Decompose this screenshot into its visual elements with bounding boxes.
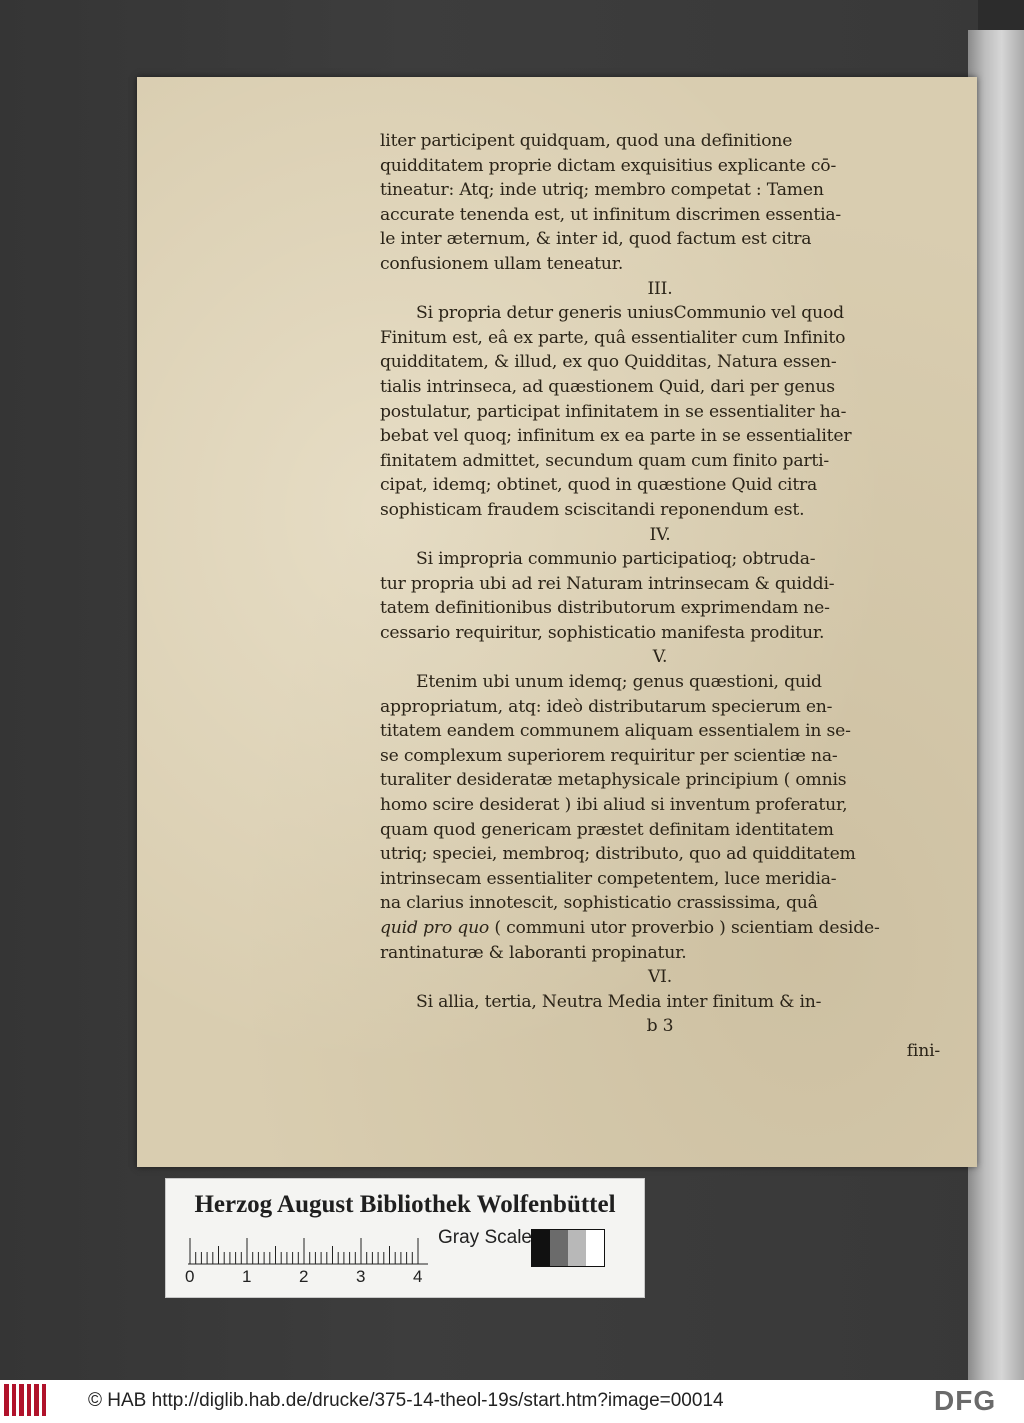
ruler-number: 0 <box>185 1267 195 1286</box>
text-line: Finitum est, eâ ex parte, quâ essentialiter cum Infinito <box>380 327 846 348</box>
section-heading: VI. <box>647 967 673 988</box>
text-line <box>380 916 940 941</box>
text-line: se complexum superiorem requiritur per scientiæ na- <box>380 745 838 766</box>
catchword: fini- <box>906 1040 940 1061</box>
text-line: tialis intrinseca, ad quæstionem Quid, dari per genus <box>380 376 835 397</box>
credit-link[interactable]: © HAB http://diglib.hab.de/drucke/375-14-theol-19s/start.htm?image=00014 <box>88 1390 724 1411</box>
section-heading: V. <box>652 647 668 668</box>
gray-scale-swatches <box>531 1229 605 1267</box>
ruler-scale <box>188 1235 428 1265</box>
text-line: finitatem admittet, secundum quam cum finito parti- <box>380 450 830 471</box>
text-line: appropriatum, atq: ideò distributarum specierum en- <box>380 696 833 717</box>
ruler-number: 4 <box>413 1267 423 1286</box>
text-line: bebat vel quoq; infinitum ex ea parte in se essentialiter <box>380 426 852 447</box>
text-line: turaliter desideratæ metaphysicale principium ( omnis <box>380 770 847 791</box>
text-line: tur propria ubi ad rei Naturam intrinsecam & quiddi- <box>380 573 835 594</box>
text-line: sophisticam fraudem sciscitandi reponendum est. <box>380 499 805 520</box>
gray-swatch <box>586 1230 604 1266</box>
book-page <box>137 77 977 1167</box>
text-line: rantinaturæ & laboranti propinatur. <box>380 942 687 963</box>
text-line: titatem eandem communem aliquam essentialem in se- <box>380 721 851 742</box>
library-card <box>165 1178 645 1298</box>
page-text <box>380 129 940 1064</box>
gray-swatch <box>568 1230 586 1266</box>
text-line: homo scire desiderat ) ibi aliud si inventum proferatur, <box>380 795 848 816</box>
text-line: utriq; speciei, membroq; distributo, quo ad quidditatem <box>380 844 856 865</box>
section-heading: III. <box>647 278 673 299</box>
text-line: Si allia, tertia, Neutra Media inter finitum & in- <box>416 991 822 1012</box>
text-line: le inter æternum, & inter id, quod factum est citra <box>380 229 812 250</box>
hab-logo-icon <box>4 1384 46 1416</box>
text-line: cessario requiritur, sophisticatio manifesta proditur. <box>380 622 825 643</box>
text-fragment: ( communi utor proverbio ) scientiam deside- <box>494 918 880 938</box>
dfg-logo-icon: DFG <box>934 1385 997 1416</box>
text-line: quidditatem proprie dictam exquisitius explicante cō- <box>380 155 837 176</box>
gray-swatch <box>550 1230 568 1266</box>
ruler-number: 3 <box>356 1267 366 1286</box>
text-line: quidditatem, & illud, ex quo Quidditas, Natura essen- <box>380 352 837 373</box>
text-line: na clarius innotescit, sophisticatio crassissima, quâ <box>380 893 818 914</box>
section-heading: IV. <box>649 524 671 545</box>
text-line: cipat, idemq; obtinet, quod in quæstione Quid citra <box>380 475 818 496</box>
text-line: intrinsecam essentialiter competentem, luce meridia- <box>380 868 837 889</box>
text-line: quam quod genericam præstet definitam identitatem <box>380 819 834 840</box>
text-line: tatem definitionibus distributorum exprimendam ne- <box>380 598 830 619</box>
ruler-number: 1 <box>242 1267 252 1286</box>
text-line: accurate tenenda est, ut infinitum discrimen essentia- <box>380 204 842 225</box>
gray-scale-label: Gray Scale <box>438 1227 532 1248</box>
text-line: liter participent quidquam, quod una definitione <box>380 131 793 151</box>
signature-mark: b 3 <box>646 1016 674 1037</box>
italic-phrase: quid pro quo <box>380 918 490 938</box>
text-line: Si propria detur generis uniusCommunio vel quod <box>416 303 844 324</box>
gray-swatch <box>532 1230 550 1266</box>
text-line: Si impropria communio participatioq; obtruda- <box>416 549 816 570</box>
text-line: Etenim ubi unum idemq; genus quæstioni, quid <box>416 672 822 693</box>
library-name: Herzog August Bibliothek Wolfenbüttel <box>194 1191 616 1218</box>
ruler-number: 2 <box>299 1267 309 1286</box>
text-line: tineatur: Atq; inde utriq; membro competat : Tamen <box>380 180 824 201</box>
text-line: postulatur, participat infinitatem in se essentialiter ha- <box>380 401 847 422</box>
text-line: confusionem ullam teneatur. <box>380 253 624 274</box>
